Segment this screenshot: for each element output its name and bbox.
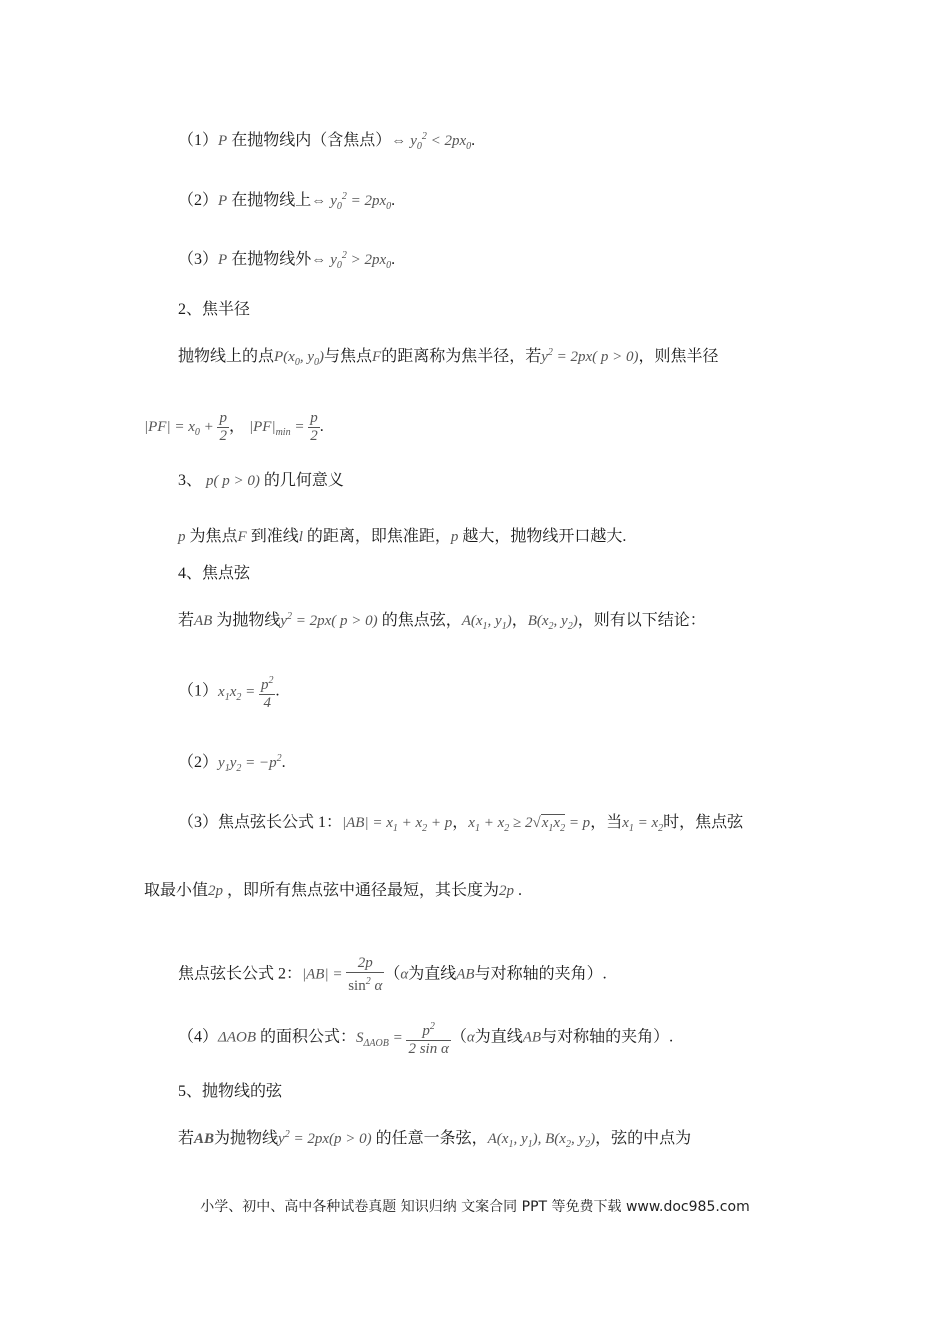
geometric-meaning-text: p 为焦点F 到准线l 的距离，即焦准距，p 越大，抛物线开口越大.: [178, 528, 627, 545]
section-heading-focal-chord: 4、焦点弦: [178, 565, 251, 582]
conclusion-2: $(2)y_1y_2 = -p^2$.: [178, 753, 286, 774]
conclusion-3-continued: 取最小值2p ，即所有焦点弦中通径最短，其长度为2p .: [144, 882, 523, 899]
conclusion-1: $(1)x_1x_2$ = $\frac{p^2}{4}$ .: [178, 675, 280, 711]
condition-inside: （1）P 在抛物线内（含焦点）⇔ $y_0^2 < 2px_0$.: [178, 131, 476, 152]
focal-chord-length-formula-2: 焦点弦长公式 2：|AB| = $\frac{2p}{\sin^2 \alpha}$ （α为直线AB与对称轴的夹角）.: [178, 955, 607, 994]
condition-outside: （3）P 在抛物线外⇔ $y_0^2 > 2px_0$.: [178, 250, 396, 271]
conclusion-3: （3）焦点弦长公式 1：$|AB| = x_1 + x_2 + p$，$x_1 + x_2 \ge 2√x_1x_2 = p$，当$x_1 = x_2$时，焦点弦: [178, 814, 744, 834]
section-heading-focal-radius: 2、焦半径: [178, 301, 251, 318]
focal-radius-formula: $|PF| = x_0$ + $\frac{p}{2}$ ， $|PF|_{min}$ = $\frac{p}{2}$ .: [144, 410, 324, 444]
focal-chord-definition: 若AB 为抛物线$y^2 = 2px$( p > 0) 的焦点弦，$A(x_1$, $y_1$)，$B(x_2$, $y_2$)，则有以下结论：: [178, 611, 706, 632]
conclusion-4-area: （4）ΔAOB 的面积公式：$S_{\Delta AOB}$ = $\frac{p^2}{\text{2 sin α}}$ （α为直线AB与对称轴的夹角）.: [178, 1021, 674, 1057]
footer-advert: 小学、初中、高中各种试卷真题 知识归纳 文案合同 PPT 等免费下载 www.doc985.com: [200, 1199, 750, 1215]
section-heading-chord: 5、抛物线的弦: [178, 1083, 283, 1100]
focal-radius-definition: 抛物线上的点$P(x_0$, $y_0$)与焦点F的距离称为焦半径，若$y^2 = 2px$( p > 0)，则焦半径: [178, 347, 719, 368]
section-heading-geometric-meaning: 3、 p( p > 0) 的几何意义: [178, 472, 344, 489]
chord-definition: 若AB为抛物线$y^2 = 2px(p > 0)$ 的任意一条弦，$A(x_1$, $y_1$), $B(x_2$, $y_2$)，弦的中点为: [178, 1129, 692, 1150]
condition-on: （2）P 在抛物线上⇔ $y_0^2 = 2px_0$.: [178, 191, 396, 212]
